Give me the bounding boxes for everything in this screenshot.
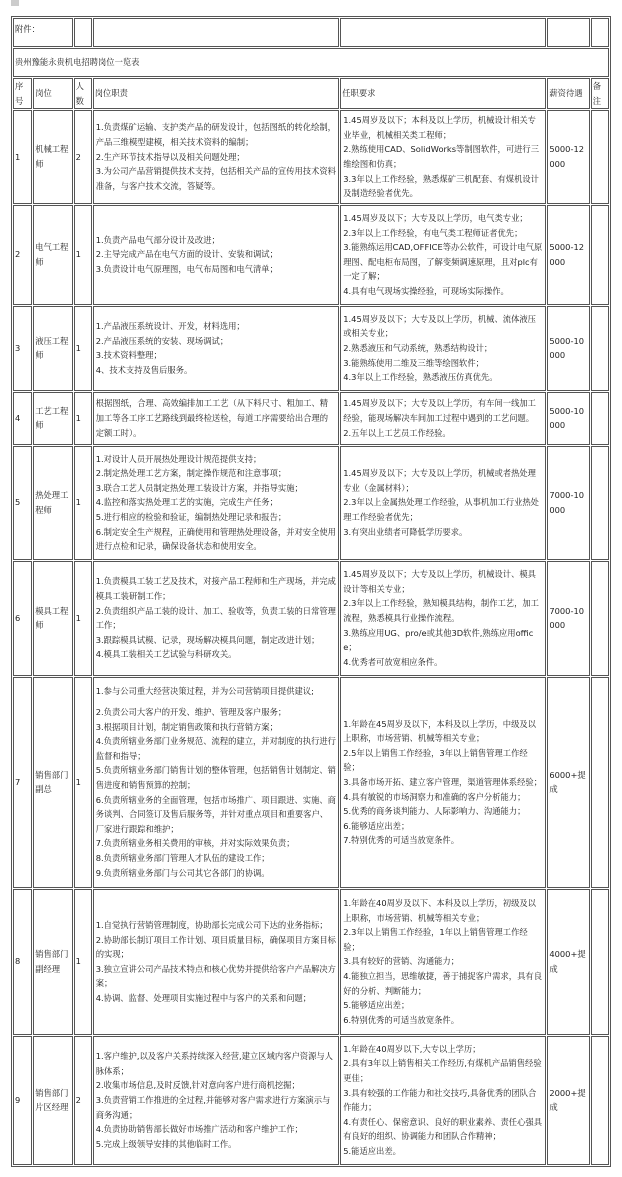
- duty-item: 2.制定热处理工艺方案，制定操作规范和注意事项；: [95, 468, 287, 479]
- duties-cell: [93, 110, 340, 204]
- duty-item: 5.负责所辖业务部门销售计划的整体管理，包括销售计划制定、销售进度和销售预算的控制；: [95, 765, 336, 790]
- duty-item: 6.制定安全生产规程，正确使用和管理热处理设备，并对安全使用进行点检和记录，确保设备状态和使用安全。: [95, 526, 336, 552]
- table-row: [13, 561, 609, 676]
- salary: 7000-10000: [547, 446, 589, 560]
- requirement-item: 6.能够适应出差；: [343, 820, 410, 831]
- header-requirements: 任职要求: [340, 78, 546, 109]
- duty-item: 2.产品液压系统的安装、现场调试；: [95, 335, 229, 346]
- requirements-cell: [340, 1036, 546, 1165]
- requirement-item: 4.具有敏锐的市场洞察力和准确的客户分析能力；: [343, 791, 526, 802]
- remarks: [591, 306, 609, 391]
- position-name: 电气工程师: [33, 205, 72, 305]
- title-row: [13, 48, 609, 77]
- duty-item: 4.监控和落实热处理工艺的实施，完成生产任务；: [95, 497, 278, 508]
- headcount: 1: [74, 446, 92, 560]
- headcount: 2: [74, 110, 92, 204]
- requirement-item: 1.年龄在40周岁以下,大专以上学历；: [343, 1043, 481, 1054]
- requirement-item: 4.能独立担当，思维敏捷，善于捕捉客户需求，具有良好的分析、判断能力；: [343, 971, 542, 996]
- requirement-item: 2.3年以上工作经验，有电气类工程师证者优先；: [343, 227, 523, 238]
- requirement-item: 5.能够适应出差；: [343, 1000, 410, 1011]
- duty-item: 1.参与公司重大经营决策过程，并为公司营销项目提供建议;: [95, 686, 314, 697]
- duty-item: 2.生产环节技术指导以及相关问题处理；: [95, 151, 245, 162]
- duties-cell: [93, 1036, 340, 1165]
- salary: 5000-12000: [547, 110, 589, 204]
- remarks: [591, 561, 609, 676]
- header-remarks: 备注: [591, 78, 609, 109]
- attachment-row: [13, 18, 609, 47]
- requirement-item: 3.熟练应用UG、pro/e或其他3D软件,熟练应用office；: [343, 627, 534, 653]
- duties-cell: [93, 446, 340, 560]
- duty-item: 4.模具工装相关工艺试验与科研攻关。: [95, 649, 237, 660]
- table-row: [13, 1036, 609, 1165]
- requirement-item: 5.能适应出差。: [343, 1146, 401, 1157]
- salary: 4000+提成: [547, 889, 589, 1035]
- row-number: 7: [13, 677, 32, 888]
- requirement-item: 3.能熟练运用CAD,OFFICE等办公软件，可设计电气原理图、配电柜布局图，了解变频调速原理，且对plc有一定了解；: [343, 242, 543, 282]
- row-number: 4: [13, 392, 32, 445]
- requirement-item: 2.5年以上销售工作经验，3年以上销售管理工作经验；: [343, 747, 528, 773]
- requirements-cell: [340, 205, 546, 305]
- requirement-item: 3.具有较强的工作能力和社交技巧,具备优秀的团队合作能力；: [343, 1087, 537, 1113]
- duty-item: 9.负责所辖业务部门与公司其它各部门的协调。: [95, 867, 270, 878]
- requirement-item: 3.3年以上工作经验，熟悉煤矿三机配套、有煤机设计及制造经验者优先。: [343, 173, 539, 199]
- duty-item: 4.负责协助销售部长做好市场推广活动和客户维护工作；: [95, 1124, 303, 1135]
- requirement-item: 2.具有3年以上销售相关工作经历,有煤机产品销售经验更佳；: [343, 1058, 542, 1084]
- recruitment-table: [11, 16, 611, 1167]
- duty-item: 3.负责设计电气原理图，电气布局图和电气清单；: [95, 264, 278, 275]
- remarks: [591, 392, 609, 445]
- requirement-item: 1.45周岁及以下；本科及以上学历，机械设计相关专业毕业，机械相关类工程师；: [343, 115, 536, 140]
- position-name: 液压工程师: [33, 306, 72, 391]
- salary: 5000-10000: [547, 306, 589, 391]
- requirement-item: 2.3年以上金属热处理工作经验，从事机加工行业热处理工作经验者优先；: [343, 497, 539, 523]
- duties-cell: [93, 561, 340, 676]
- requirement-item: 3.有突出业绩者可降低学历要求。: [343, 526, 468, 537]
- requirement-item: 2.熟练使用CAD、SolidWorks等制图软件，可进行三维绘图和仿真；: [343, 144, 540, 169]
- requirement-item: 6.特别优秀的可适当放宽条件。: [343, 1014, 460, 1025]
- duty-item: 2.主导完成产品在电气方面的设计、安装和调试；: [95, 249, 278, 260]
- duty-item: 1.产品液压系统设计、开发，材料选用；: [95, 321, 245, 332]
- requirements-cell: [340, 446, 546, 560]
- duty-item: 6.负责所辖业务的全面管理，包括市场推广、项目跟进、实施、商务谈判、合同签订及售后服务等，并针对重点项目和重要客户、厂家进行跟踪和维护；: [95, 794, 336, 834]
- empty-cell: [591, 18, 609, 47]
- requirement-item: 1.45周岁及以下；大专及以上学历，机械或者热处理专业（金属材料）；: [343, 468, 536, 493]
- requirement-item: 4.具有电气现场实操经验，可现场实际操作。: [343, 285, 509, 296]
- requirements-cell: [340, 110, 546, 204]
- requirements-cell: [340, 889, 546, 1035]
- requirements-cell: [340, 561, 546, 676]
- headcount: 1: [74, 392, 92, 445]
- remarks: [591, 1036, 609, 1165]
- table-row: [13, 205, 609, 305]
- empty-cell: [547, 18, 589, 47]
- duties-cell: [93, 677, 340, 888]
- remarks: [591, 889, 609, 1035]
- requirement-item: 1.45周岁及以下；大专及以上学历，机械、流体液压或相关专业；: [343, 313, 536, 339]
- remarks: [591, 110, 609, 204]
- table-row: [13, 306, 609, 391]
- requirement-item: 5.优秀的商务谈判能力、人际影响力、沟通能力；: [343, 806, 526, 817]
- duties-cell: [93, 205, 340, 305]
- duty-item: 5.进行相应的检验和验证，编制热处理记录和报告；: [95, 512, 287, 523]
- duty-item: 1.负责模具工装工艺及技术，对接产品工程师和生产现场，并完成模具工装研制工作；: [95, 576, 336, 602]
- duty-item: 1.对设计人员开展热处理设计规范提供支持；: [95, 453, 262, 464]
- row-number: 8: [13, 889, 32, 1035]
- salary: 2000+提成: [547, 1036, 589, 1165]
- headcount: 1: [74, 306, 92, 391]
- position-name: 销售部门片区经理: [33, 1036, 72, 1165]
- headcount: 1: [74, 677, 92, 888]
- duty-item: 3.联合工艺人员制定热处理工装设计方案，并指导实施；: [95, 482, 303, 493]
- requirement-item: 4.优秀者可放宽相应条件。: [343, 656, 443, 667]
- table-row: [13, 446, 609, 560]
- duty-item: 根据图纸，合理、高效编排加工工艺（从下料尺寸、粗加工、精加工等各工序工艺路线到最终检送检，每道工序需要给出合理的定额工时）。: [95, 398, 329, 438]
- header-row: [13, 78, 609, 109]
- position-name: 模具工程师: [33, 561, 72, 676]
- duty-item: 3.为公司产品营销提供技术支持，包括相关产品的宣传用技术资料准备，与客户技术交流，答疑等。: [95, 166, 336, 191]
- duty-item: 4.协调、监督、处理项目实施过程中与客户的关系和问题；: [95, 992, 312, 1003]
- salary: 5000-10000: [547, 392, 589, 445]
- duty-item: 3.技术资料整理；: [95, 350, 162, 361]
- duty-item: 2.负责公司大客户的开发、维护、管理及客户服务；: [95, 706, 287, 717]
- requirements-cell: [340, 392, 546, 445]
- duty-item: 1.客户维护,以及客户关系持续深入经营,建立区域内客户资源与人脉体系；: [95, 1051, 333, 1076]
- duties-cell: [93, 392, 340, 445]
- duty-item: 1.负责产品电气部分设计及改进；: [95, 234, 220, 245]
- requirement-item: 3.具有较好的营销、沟通能力；: [343, 956, 460, 967]
- duty-item: 3.跟踪模具试模、记录，现场解决模具问题，制定改进计划；: [95, 634, 320, 645]
- duty-item: 1.负责煤矿运输、支护类产品的研发设计，包括图纸的转化绘制，产品三维模型建模，相关技术资料的编制；: [95, 122, 336, 148]
- duty-item: 1.自觉执行营销管理制度，协助部长完成公司下达的业务指标；: [95, 919, 328, 930]
- duty-item: 8.负责所辖业务部门管理人才队伍的建设工作；: [95, 852, 270, 863]
- duty-item: 3.独立宣讲公司产品技术特点和核心优势并提供给客户产品解决方案；: [95, 963, 336, 989]
- salary: 6000+提成: [547, 677, 589, 888]
- position-name: 热处理工程师: [33, 446, 72, 560]
- requirement-item: 1.45周岁及以下；大专及以上学历，电气类专业；: [343, 212, 528, 223]
- requirement-item: 1.45周岁及以下；大专及以上学历，有车间一线加工经验，能现场解决车间加工过程中遇到的工艺问题。: [343, 398, 536, 423]
- row-number: 3: [13, 306, 32, 391]
- requirement-item: 2.3年以上工作经验，熟知模具结构，制作工艺，加工流程，熟悉模具行业操作流程。: [343, 598, 539, 623]
- requirement-item: 3.具备市场开拓、建立客户管理，渠道管理体系经验；: [343, 776, 542, 787]
- requirement-item: 7.特别优秀的可适当放宽条件。: [343, 835, 460, 846]
- salary: 7000-10000: [547, 561, 589, 676]
- duty-item: 3.根据项目计划，制定销售政策和执行营销方案；: [95, 721, 278, 732]
- salary: 5000-12000: [547, 205, 589, 305]
- row-number: 1: [13, 110, 32, 204]
- header-no: 序号: [13, 78, 32, 109]
- headcount: 1: [74, 561, 92, 676]
- duties-cell: [93, 306, 340, 391]
- duty-item: 2.负责组织产品工装的设计、加工、验收等，负责工装的日常管理工作；: [95, 605, 336, 631]
- headcount: 2: [74, 1036, 92, 1165]
- header-position: 岗位: [33, 78, 72, 109]
- position-name: 机械工程师: [33, 110, 72, 204]
- remarks: [591, 205, 609, 305]
- empty-cell: [74, 18, 92, 47]
- requirement-item: 4.有责任心、保密意识、良好的职业素养、责任心强具有良好的组织、协调能力和团队合作精神；: [343, 1116, 542, 1142]
- position-name: 销售部门副总: [33, 677, 72, 888]
- header-salary: 薪资待遇: [547, 78, 589, 109]
- requirement-item: 1.45周岁及以下；大专及以上学历，机械设计、模具设计等相关专业；: [343, 569, 536, 594]
- row-number: 5: [13, 446, 32, 560]
- empty-cell: [93, 18, 340, 47]
- attachment-label: 附件：: [13, 18, 73, 47]
- duty-item: 4、技术支持及售后服务。: [95, 364, 193, 375]
- duty-item: 3.负责营销工作推进的全过程,并能够对客户需求进行方案演示与商务沟通；: [95, 1094, 331, 1120]
- headcount: 1: [74, 205, 92, 305]
- remarks: [591, 446, 609, 560]
- table-row: [13, 110, 609, 204]
- table-title: 贵州豫能永贵机电招聘岗位一览表: [13, 48, 609, 77]
- duty-item: 4.负责所辖业务部门业务规范、流程的建立，并对制度的执行进行监督和指导；: [95, 736, 336, 761]
- remarks: [591, 677, 609, 888]
- requirement-item: 4.3年以上工作经验，熟悉液压仿真优先。: [343, 372, 498, 383]
- requirements-cell: [340, 306, 546, 391]
- duty-item: 2.收集市场信息,及时反馈,针对意向客户进行商机挖掘；: [95, 1080, 300, 1091]
- header-count: 人数: [74, 78, 92, 109]
- duties-cell: [93, 889, 340, 1035]
- table-row: [13, 889, 609, 1035]
- row-number: 2: [13, 205, 32, 305]
- requirement-item: 3.能熟练使用二维及三维等绘图软件；: [343, 357, 484, 368]
- requirement-item: 1.年龄在40周岁及以下、本科及以上学历，初级及以上职称，市场营销、机械等相关专业；: [343, 898, 536, 923]
- requirement-item: 1.年龄在45周岁及以下，本科及以上学历，中级及以上职称，市场营销、机械等相关专业；: [343, 718, 536, 744]
- duty-item: 2.协助部长制订项目工作计划、项目质量目标，确保项目方案目标的实现；: [95, 934, 336, 960]
- header-duties: 岗位职责: [93, 78, 340, 109]
- duty-item: 7.负责所辖业务相关费用的审核，并对实际效果负责；: [95, 838, 295, 849]
- table-row: [13, 392, 609, 445]
- duty-item: 5.完成上级领导安排的其他临时工作。: [95, 1138, 237, 1149]
- position-name: 工艺工程师: [33, 392, 72, 445]
- table-row: [13, 677, 609, 888]
- empty-cell: [340, 18, 546, 47]
- headcount: 1: [74, 889, 92, 1035]
- row-number: 6: [13, 561, 32, 676]
- requirement-item: 2.3年以上销售工作经验，1年以上销售管理工作经验；: [343, 927, 528, 952]
- row-number: 9: [13, 1036, 32, 1165]
- requirement-item: 2.熟悉液压和气动系统，熟悉结构设计；: [343, 342, 493, 353]
- requirements-cell: [340, 677, 546, 888]
- requirement-item: 2.五年以上工艺员工作经验。: [343, 427, 451, 438]
- position-name: 销售部门副经理: [33, 889, 72, 1035]
- page-corner-marker: [11, 0, 19, 6]
